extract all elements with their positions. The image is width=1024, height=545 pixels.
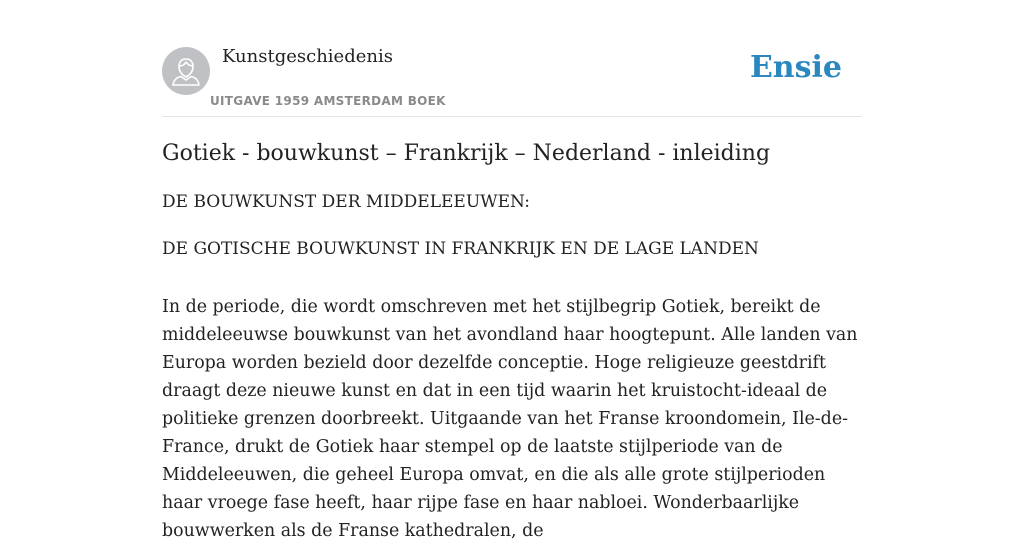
article-body: In de periode, die wordt omschreven met het stijlbegrip Gotiek, bereikt de middeleeuwse bouwkunst van het avondland haar hoogtepunt. Alle landen van Europa worden bezield door dezelfde conceptie. Hoge religieuze geestdrift draagt deze nieuwe kunst en dat in een tijd waarin het kruistocht-ideaal de politieke grenzen doorbreekt. Uitgaande van het Franse kroondomein, Ile-de-France, drukt de Gotiek haar stempel op de laatste stijlperiode van de Middeleeuwen, die geheel Europa omvat, en die als alle grote stijlperioden haar vroege fase heeft, haar rijpe fase en haar nabloei. Wonderbaarlijke bouwwerken als de Franse kathedralen, de	[162, 297, 858, 541]
article-title: Gotiek - bouwkunst – Frankrijk – Nederland - inleiding	[162, 141, 771, 166]
user-avatar-icon[interactable]	[162, 47, 210, 95]
user-icon	[162, 47, 210, 95]
author-name[interactable]: Kunstgeschiedenis	[222, 46, 393, 67]
article-header	[162, 40, 862, 117]
edition-label: UITGAVE 1959 AMSTERDAM BOEK	[210, 94, 446, 108]
article-content	[162, 138, 862, 545]
article-subheading: DE BOUWKUNST DER MIDDELEEUWEN:	[162, 192, 531, 212]
article-subheading: DE GOTISCHE BOUWKUNST IN FRANKRIJK EN DE LAGE LANDEN	[162, 239, 759, 259]
ensie-logo[interactable]: Ensie	[749, 50, 842, 85]
